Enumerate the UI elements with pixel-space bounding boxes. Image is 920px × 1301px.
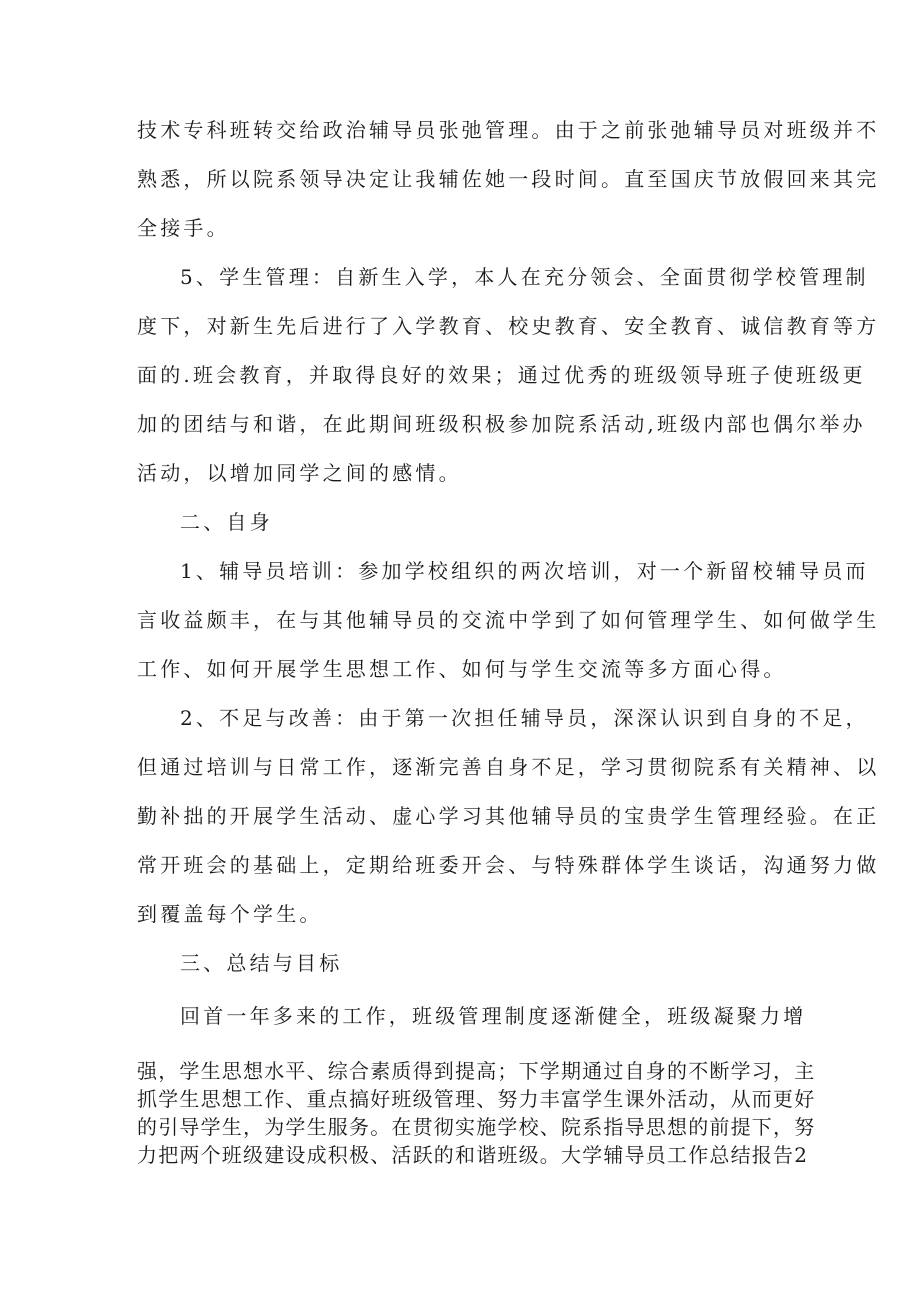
paragraph-line: 熟悉，所以院系领导决定让我辅佐她一段时间。直至国庆节放假回来其完 bbox=[137, 167, 880, 191]
paragraph-line: 工作、如何开展学生思想工作、如何与学生交流等多方面心得。 bbox=[137, 657, 787, 681]
paragraph-line: 面的.班会教育，并取得良好的效果；通过优秀的班级领导班子使班级更 bbox=[137, 363, 866, 387]
paragraph-line: 活动，以增加同学之间的感情。 bbox=[137, 461, 462, 485]
paragraph-line: 抓学生思想工作、重点搞好班级管理、努力丰富学生课外活动，从而更好 bbox=[137, 1087, 816, 1111]
paragraph-line: 1、辅导员培训：参加学校组织的两次培训，对一个新留校辅导员而 bbox=[180, 559, 869, 583]
paragraph-line: 度下，对新生先后进行了入学教育、校史教育、安全教育、诚信教育等方 bbox=[137, 314, 880, 338]
paragraph-line: 5、学生管理：自新生入学，本人在充分领会、全面贯彻学校管理制 bbox=[180, 265, 869, 289]
paragraph-line: 加的团结与和谐，在此期间班级积极参加院系活动,班级内部也偶尔举办 bbox=[137, 412, 866, 436]
paragraph-line: 到覆盖每个学生。 bbox=[137, 902, 323, 926]
paragraph-line: 力把两个班级建设成积极、活跃的和谐班级。大学辅导员工作总结报告2 bbox=[137, 1143, 809, 1167]
paragraph-line: 回首一年多来的工作，班级管理制度逐渐健全，班级凝聚力增 bbox=[180, 1004, 807, 1028]
paragraph-line: 技术专科班转交给政治辅导员张弛管理。由于之前张弛辅导员对班级并不 bbox=[137, 118, 880, 142]
paragraph-line: 但通过培训与日常工作，逐渐完善自身不足，学习贯彻院系有关精神、以 bbox=[137, 755, 880, 779]
section-heading: 三、总结与目标 bbox=[180, 951, 343, 975]
paragraph-line: 言收益颇丰，在与其他辅导员的交流中学到了如何管理学生、如何做学生 bbox=[137, 608, 880, 632]
paragraph-line: 常开班会的基础上，定期给班委开会、与特殊群体学生谈话，沟通努力做 bbox=[137, 853, 880, 877]
paragraph-line: 强，学生思想水平、综合素质得到提高；下学期通过自身的不断学习，主 bbox=[137, 1059, 816, 1083]
paragraph-line: 2、不足与改善：由于第一次担任辅导员，深深认识到自身的不足， bbox=[180, 706, 869, 730]
paragraph-line: 全接手。 bbox=[137, 216, 230, 240]
paragraph-line: 的引导学生，为学生服务。在贯彻实施学校、院系指导思想的前提下，努 bbox=[137, 1115, 816, 1139]
paragraph-line: 勤补拙的开展学生活动、虚心学习其他辅导员的宝贵学生管理经验。在正 bbox=[137, 804, 880, 828]
section-heading: 二、自身 bbox=[180, 510, 273, 534]
